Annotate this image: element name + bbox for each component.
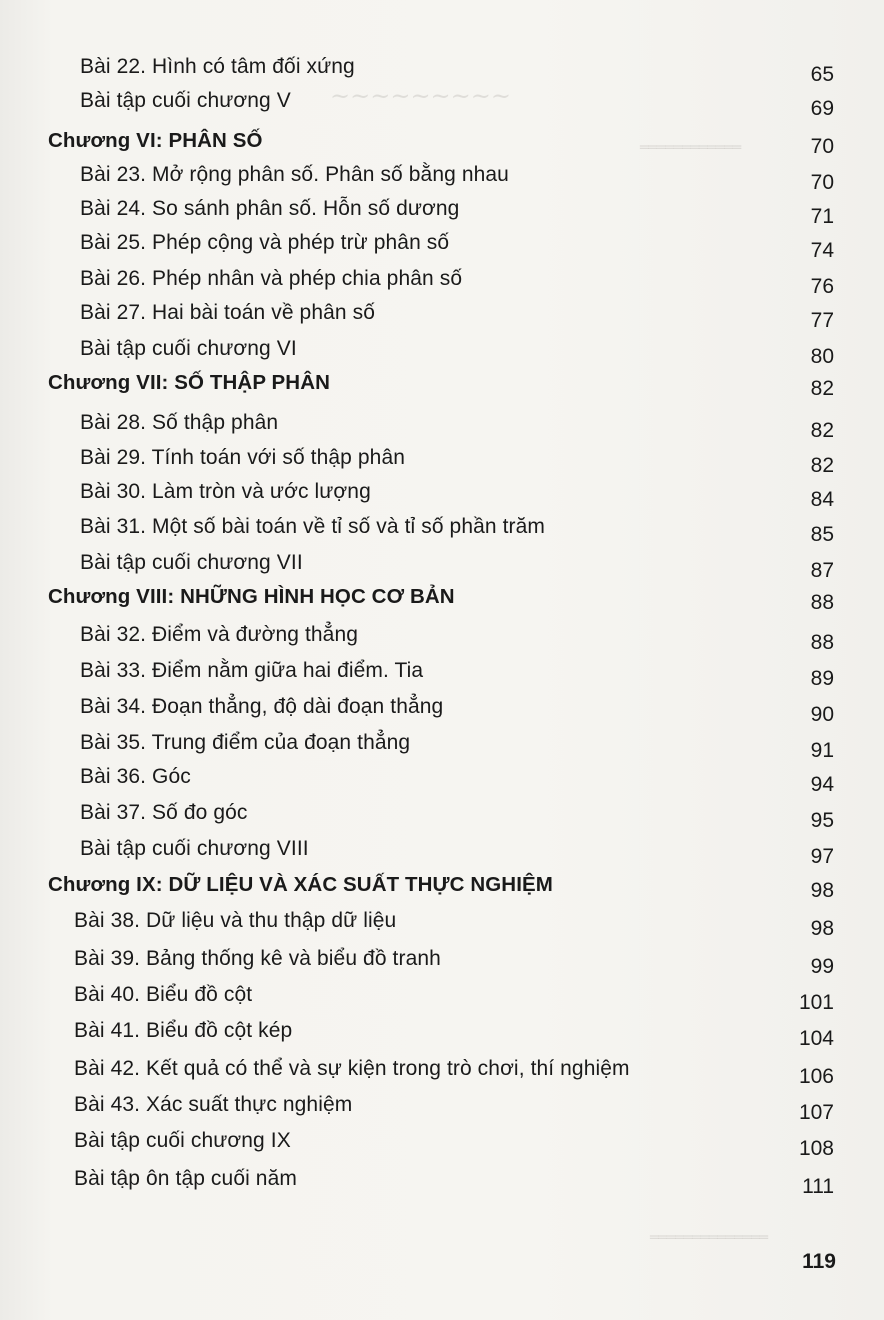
lesson-title: Bài 32. Điểm và đường thẳng <box>80 623 359 646</box>
toc-page-number: 89 <box>810 667 834 690</box>
lesson-title: Bài 25. Phép cộng và phép trừ phân số <box>80 231 450 254</box>
toc-lesson-row <box>0 477 884 511</box>
toc-lesson-row <box>0 408 884 442</box>
toc-page-number: 77 <box>810 309 834 332</box>
lesson-title: Bài 24. So sánh phân số. Hỗn số dương <box>80 197 460 220</box>
toc-lesson-row <box>0 443 884 477</box>
toc-lesson-row <box>0 334 884 368</box>
lesson-title: Bài 41. Biểu đồ cột kép <box>74 1019 293 1042</box>
toc-chapter-row <box>0 126 884 156</box>
toc-page-number: 95 <box>810 809 834 832</box>
toc-page-number: 70 <box>810 171 834 194</box>
toc-page-number: 70 <box>810 135 834 158</box>
toc-lesson-row <box>0 1016 884 1050</box>
toc-lesson-row <box>0 1164 884 1198</box>
toc-page-number: 88 <box>810 631 834 654</box>
toc-page-number: 87 <box>810 559 834 582</box>
toc-page-number: 104 <box>798 1027 834 1050</box>
toc-page-number: 84 <box>810 488 834 511</box>
lesson-title: Bài tập cuối chương VIII <box>80 837 309 860</box>
lesson-title: Bài 42. Kết quả có thể và sự kiện trong trò chơi, thí nghiệm <box>74 1057 630 1080</box>
lesson-title: Bài 27. Hai bài toán về phân số <box>80 301 375 324</box>
toc-page-number: 69 <box>810 97 834 120</box>
toc-lesson-row <box>0 194 884 228</box>
toc-lesson-row <box>0 762 884 796</box>
lesson-title: Bài 34. Đoạn thẳng, độ dài đoạn thẳng <box>80 695 444 718</box>
lesson-title: Bài 43. Xác suất thực nghiệm <box>74 1093 353 1116</box>
toc-lesson-row <box>0 906 884 940</box>
toc-page-number: 94 <box>810 773 834 796</box>
toc-lesson-row <box>0 620 884 654</box>
toc-lesson-row <box>0 298 884 332</box>
lesson-title: Bài 33. Điểm nằm giữa hai điểm. Tia <box>80 659 424 682</box>
lesson-title: Bài 28. Số thập phân <box>80 411 279 434</box>
lesson-title: Bài 35. Trung điểm của đoạn thẳng <box>80 731 411 754</box>
toc-lesson-row <box>0 980 884 1014</box>
toc-lesson-row <box>0 548 884 582</box>
toc-page-number: 82 <box>810 454 834 477</box>
toc-lesson-row <box>0 86 884 120</box>
toc-chapter-row <box>0 368 884 398</box>
toc-page-number: 97 <box>810 845 834 868</box>
toc-chapter-row <box>0 870 884 900</box>
toc-lesson-row <box>0 834 884 868</box>
toc-page-number: 98 <box>810 917 834 940</box>
toc-lesson-row <box>0 512 884 546</box>
toc-page-number: 76 <box>810 275 834 298</box>
bleed-through-decoration: ══════════════ <box>650 1230 769 1246</box>
toc-lesson-row <box>0 692 884 726</box>
toc-lesson-row <box>0 798 884 832</box>
bleed-through-decoration: ════════════ <box>640 140 742 156</box>
toc-page-number: 99 <box>810 955 834 978</box>
toc-page-number: 111 <box>802 1175 834 1198</box>
toc-page-number: 88 <box>810 591 834 614</box>
toc-page-number: 80 <box>810 345 834 368</box>
toc-lesson-row <box>0 52 884 86</box>
toc-lesson-row <box>0 1090 884 1124</box>
lesson-title: Bài tập cuối chương VII <box>80 551 303 574</box>
toc-page-number: 74 <box>810 239 834 262</box>
toc-page-number: 98 <box>810 879 834 902</box>
toc-chapter-row <box>0 582 884 612</box>
lesson-title: Bài 38. Dữ liệu và thu thập dữ liệu <box>74 909 397 932</box>
toc-page-number: 107 <box>798 1101 834 1124</box>
bleed-through-decoration: ~~~~~~~~~ <box>330 82 511 110</box>
toc-lesson-row <box>0 264 884 298</box>
chapter-title: Chương VII: SỐ THẬP PHÂN <box>48 371 331 394</box>
toc-page-number: 82 <box>810 377 834 400</box>
lesson-title: Bài 22. Hình có tâm đối xứng <box>80 55 355 78</box>
chapter-title: Chương IX: DỮ LIỆU VÀ XÁC SUẤT THỰC NGHIỆM <box>48 873 553 896</box>
lesson-title: Bài 23. Mở rộng phân số. Phân số bằng nhau <box>80 163 509 186</box>
lesson-title: Bài tập cuối chương VI <box>80 337 297 360</box>
toc-page-number: 85 <box>810 523 834 546</box>
toc-page-number: 91 <box>810 739 834 762</box>
toc-page-number: 82 <box>810 419 834 442</box>
toc-lesson-row <box>0 1126 884 1160</box>
lesson-title: Bài 29. Tính toán với số thập phân <box>80 446 406 469</box>
page-number: 119 <box>802 1250 836 1273</box>
lesson-title: Bài 26. Phép nhân và phép chia phân số <box>80 267 463 290</box>
toc-lesson-row <box>0 944 884 978</box>
lesson-title: Bài 30. Làm tròn và ước lượng <box>80 480 371 503</box>
toc-lesson-row <box>0 656 884 690</box>
toc-page-number: 65 <box>810 63 834 86</box>
chapter-title: Chương VI: PHÂN SỐ <box>48 129 263 152</box>
toc-lesson-row <box>0 1054 884 1088</box>
lesson-title: Bài tập cuối chương IX <box>74 1129 291 1152</box>
toc-page-number: 71 <box>810 205 834 228</box>
lesson-title: Bài 40. Biểu đồ cột <box>74 983 253 1006</box>
toc-lesson-row <box>0 160 884 194</box>
lesson-title: Bài tập cuối chương V <box>80 89 291 112</box>
lesson-title: Bài tập ôn tập cuối năm <box>74 1167 297 1190</box>
toc-page-number: 90 <box>810 703 834 726</box>
lesson-title: Bài 37. Số đo góc <box>80 801 248 824</box>
toc-page-number: 106 <box>798 1065 834 1088</box>
toc-lesson-row <box>0 728 884 762</box>
lesson-title: Bài 36. Góc <box>80 765 191 788</box>
lesson-title: Bài 31. Một số bài toán về tỉ số và tỉ số phần trăm <box>80 515 546 538</box>
toc-lesson-row <box>0 228 884 262</box>
toc-page-number: 108 <box>798 1137 834 1160</box>
chapter-title: Chương VIII: NHỮNG HÌNH HỌC CƠ BẢN <box>48 585 455 608</box>
lesson-title: Bài 39. Bảng thống kê và biểu đồ tranh <box>74 947 441 970</box>
toc-page-number: 101 <box>798 991 834 1014</box>
